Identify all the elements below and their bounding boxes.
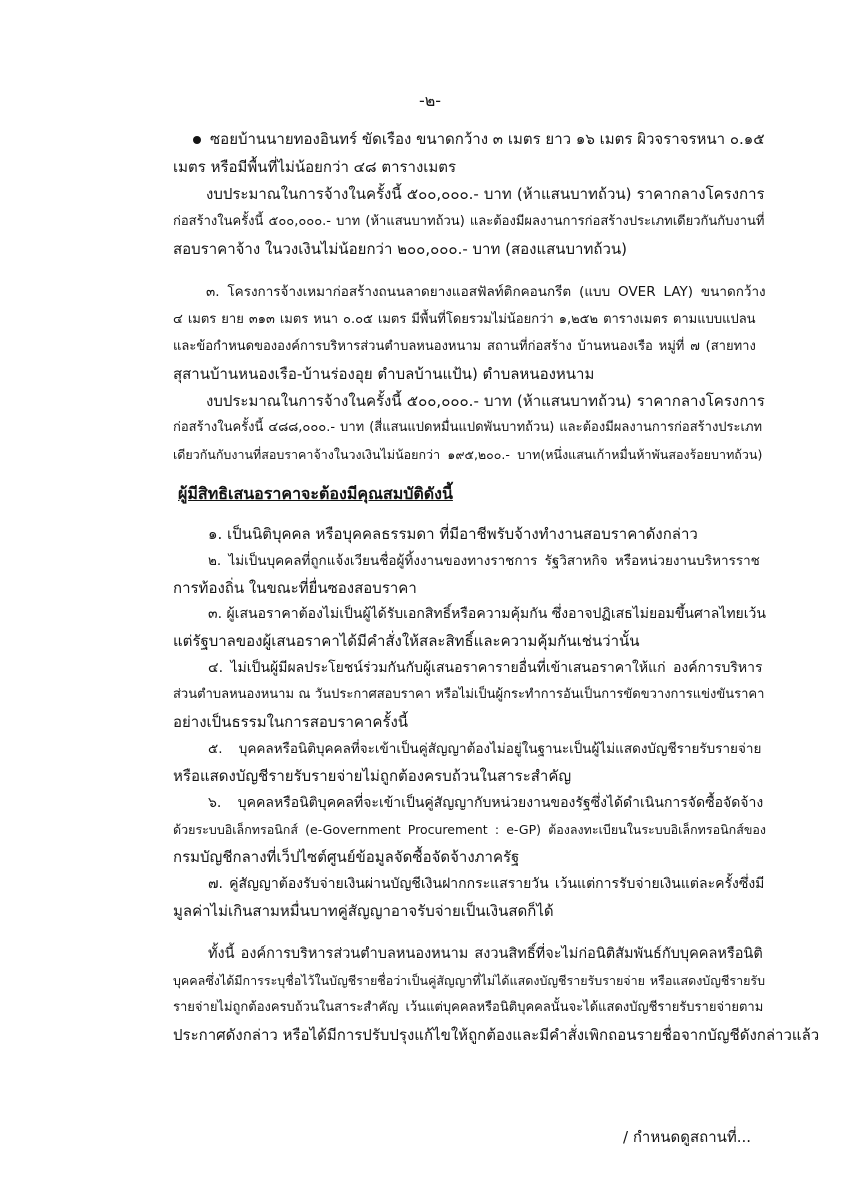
bullet-icon [193, 136, 201, 144]
project3-line-5: งบประมาณในการจ้างในครั้งนี้ ๕๐๐,๐๐๐.- บาท (ห้าแสนบาทถ้วน) ราคากลางโครงการ [206, 392, 765, 410]
qualification-line-12: ด้วยระบบอิเล็กทรอนิกส์ (e-Government Procurement : e-GP) ต้องลงทะเบียนในระบบอิเล็กทรอนิกส์ของ [173, 822, 767, 837]
qualification-line-1: ๑. เป็นนิติบุคคล หรือบุคคลธรรมดา ที่มีอาชีพรับจ้างทำงานสอบราคาดังกล่าว [208, 525, 698, 543]
qualifications-heading: ผู้มีสิทธิเสนอราคาจะต้องมีคุณสมบัติดังนี้ [178, 484, 453, 503]
closing-line-2: บุคคลซึ่งได้มีการระบุชื่อไว้ในบัญชีรายชื่อว่าเป็นคู่สัญญาที่ไม่ได้แสดงบัญชีรายรับรายจ่าย หรือแสดงบัญชีรายรับ [173, 973, 766, 988]
qualification-line-14: ๗. คู่สัญญาต้องรับจ่ายเงินผ่านบัญชีเงินฝากกระแสรายวัน เว้นแต่การรับจ่ายเงินแต่ละครั้งซึ่งมี [208, 876, 765, 892]
qualification-line-7: ส่วนตำบลหนองหนาม ณ วันประกาศสอบราคา หรือไม่เป็นผู้กระทำการอันเป็นการขัดขวางการแข่งขันราคา [173, 687, 765, 702]
project3-line-4: สุสานบ้านหนองเรือ-บ้านร่องอุย ตำบลบ้านแป้น) ตำบลหนองหนาม [173, 365, 595, 383]
qualification-line-11: ๖. บุคคลหรือนิติบุคคลที่จะเข้าเป็นคู่สัญญากับหน่วยงานของรัฐซึ่งได้ดำเนินการจัดซื้อจัดจ้าง [208, 795, 764, 811]
qualification-line-5: แต่รัฐบาลของผู้เสนอราคาได้มีคำสั่งให้สละสิทธิ์และความคุ้มกันเช่นว่านั้น [173, 632, 640, 650]
footer-continuation: / กำหนดดูสถานที่... [623, 1128, 752, 1146]
qualification-line-15: มูลค่าไม่เกินสามหมื่นบาทคู่สัญญาอาจรับจ่ายเป็นเงินสดก็ได้ [173, 902, 554, 920]
qualification-line-2: ๒. ไม่เป็นบุคคลที่ถูกแจ้งเวียนชื่อผู้ทิ้งงานของทางราชการ รัฐวิสาหกิจ หรือหน่วยงานบริหารราช [208, 553, 760, 569]
soi-line-4: ก่อสร้างในครั้งนี้ ๕๐๐,๐๐๐.- บาท (ห้าแสนบาทถ้วน) และต้องมีผลงานการก่อสร้างประเภทเดียวกันกับงานที่ [173, 214, 765, 229]
page-number: -๒- [418, 91, 442, 110]
closing-line-4: ประกาศดังกล่าว หรือได้มีการปรับปรุงแก้ไขให้ถูกต้องและมีคำสั่งเพิกถอนรายชื่อจากบัญชีดังกล่าวแล้ว [173, 1026, 820, 1044]
qualification-line-4: ๓. ผู้เสนอราคาต้องไม่เป็นผู้ได้รับเอกสิทธิ์หรือความคุ้มกัน ซึ่งอาจปฏิเสธไม่ยอมขึ้นศาลไทยเว้น [208, 606, 766, 622]
project3-line-2: ๔ เมตร ยาย ๓๑๓ เมตร หนา ๐.๐๕ เมตร มีพื้นที่โดยรวมไม่น้อยกว่า ๑,๒๕๒ ตารางเมตร ตามแบบแปลน [173, 312, 756, 327]
project3-line-7: เดียวกันกับงานที่สอบราคาจ้างในวงเงินไม่น้อยกว่า ๑๙๕,๒๐๐.- บาท(หนึ่งแสนเก้าหมื่นห้าพันสองร้อยบาทถ้วน) [173, 447, 763, 462]
qualification-line-6: ๔. ไม่เป็นผู้มีผลประโยชน์ร่วมกันกับผู้เสนอราคารายอื่นที่เข้าเสนอราคาให้แก่ องค์การบริหาร [208, 660, 763, 676]
qualification-line-13: กรมบัญชีกลางที่เว็ปไซต์ศูนย์ข้อมูลจัดซื้อจัดจ้างภาครัฐ [173, 848, 520, 866]
qualification-line-3: การท้องถิ่น ในขณะที่ยื่นซองสอบราคา [173, 579, 417, 597]
qualification-line-10: หรือแสดงบัญชีรายรับรายจ่ายไม่ถูกต้องครบถ้วนในสาระสำคัญ [173, 767, 572, 785]
project3-line-3: และข้อกำหนดขององค์การบริหารส่วนตำบลหนองหนาม สถานที่ก่อสร้าง บ้านหนองเรือ หมู่ที่ ๗ (สายทาง [173, 339, 756, 354]
qualification-line-8: อย่างเป็นธรรมในการสอบราคาครั้งนี้ [173, 713, 409, 731]
soi-line-1: ซอยบ้านนายทองอินทร์ ขัดเรือง ขนาดกว้าง ๓ เมตร ยาว ๑๖ เมตร ผิวจราจรหนา ๐.๑๕ [210, 130, 765, 148]
closing-line-3: รายจ่ายไม่ถูกต้องครบถ้วนในสาระสำคัญ เว้นแต่บุคคลหรือนิติบุคคลนั้นจะได้แสดงบัญชีรายรับรายจ่ายตาม [173, 1000, 764, 1015]
closing-line-1: ทั้งนี้ องค์การบริหารส่วนตำบลหนองหนาม สงวนสิทธิ์ที่จะไม่ก่อนิติสัมพันธ์กับบุคคลหรือนิติ [208, 946, 763, 962]
project3-line-1: ๓. โครงการจ้างเหมาก่อสร้างถนนลาดยางแอสฟัลท์ติกคอนกรีต (แบบ OVER LAY) ขนาดกว้าง [206, 284, 766, 300]
qualification-line-9: ๕. บุคคลหรือนิติบุคคลที่จะเข้าเป็นคู่สัญญาต้องไม่อยู่ในฐานะเป็นผู้ไม่แสดงบัญชีรายรับรายจ่าย [208, 741, 762, 757]
soi-line-5: สอบราคาจ้าง ในวงเงินไม่น้อยกว่า ๒๐๐,๐๐๐.- บาท (สองแสนบาทถ้วน) [173, 240, 627, 258]
soi-line-3: งบประมาณในการจ้างในครั้งนี้ ๕๐๐,๐๐๐.- บาท (ห้าแสนบาทถ้วน) ราคากลางโครงการ [206, 185, 765, 203]
project3-line-6: ก่อสร้างในครั้งนี้ ๔๘๘,๐๐๐.- บาท (สี่แสนแปดหมื่นแปดพันบาทถ้วน) และต้องมีผลงานการก่อสร้างประเภท [173, 420, 763, 435]
soi-line-2: เมตร หรือมีพื้นที่ไม่น้อยกว่า ๔๘ ตารางเมตร [173, 158, 457, 176]
